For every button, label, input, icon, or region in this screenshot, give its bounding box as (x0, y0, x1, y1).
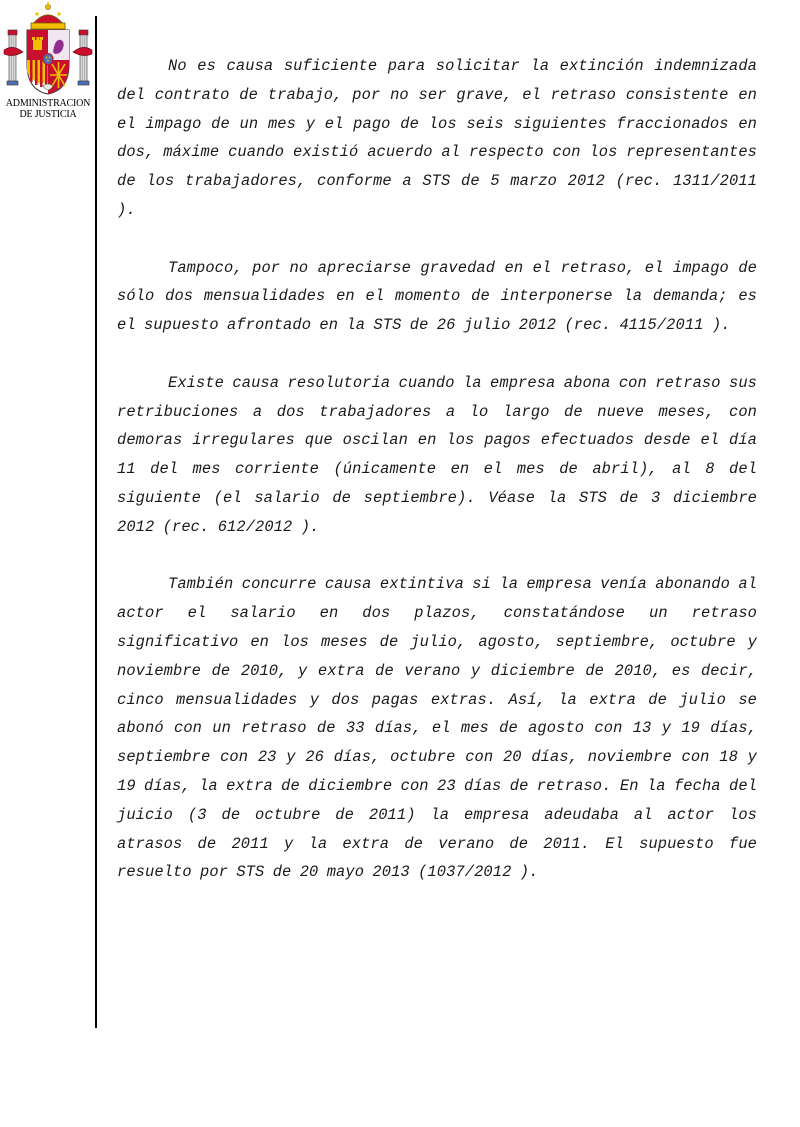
right-pillar-icon (73, 30, 92, 85)
logo-text-de-justicia: DE JUSTICIA (19, 109, 77, 120)
paragraph: Tampoco, por no apreciarse gravedad en el retraso, el impago de sólo dos mensualidades en el momento de interponerse la demanda; es el supuesto afrontado en la STS de 26 julio 2012 (rec. 4115/2011 ). (117, 258, 757, 335)
margin-rule (95, 16, 97, 1028)
paragraph: No es causa suficiente para solicitar la extinción indemnizada del contrato de trabajo, por no ser grave, el retraso consistente en el impago de un mes y el pago de los seis siguientes fraccionados en dos, máxime cuando existió acuerdo al respecto con los representantes de los trabajadores, conforme a STS de 5 marzo 2012 (rec. 1311/2011 ). (117, 57, 757, 219)
shield-icon (27, 30, 69, 94)
logo-text-administracion: ADMINISTRACION (5, 98, 91, 109)
paragraph: Existe causa resolutoria cuando la empresa abona con retraso sus retribuciones a dos trabajadores a lo largo de nueve meses, con demoras irregulares que oscilan en los pagos efectuados desde el día 11 del mes corriente (únicamente en el mes de abril), al 8 del siguiente (el salario de septiembre). Véase la STS de 3 diciembre 2012 (rec. 612/2012 ). (117, 373, 757, 536)
administracion-justicia-logo (0, 0, 96, 122)
paragraph: También concurre causa extintiva si la empresa venía abonando al actor el salario en dos plazos, constatándose un retraso significativo en los meses de julio, agosto, septiembre, octubre y noviembre de 2010, y extra de verano y diciembre de 2010, es decir, cinco mensualidades y dos pagas extras. Así, la extra de julio se abonó con un retraso de 33 días, el mes de agosto con 13 y 19 días, septiembre con 23 y 26 días, octubre con 20 días, noviembre con 18 y 19 días, la extra de diciembre con 23 días de retraso. En la fecha del juicio (3 de octubre de 2011) la empresa adeudaba al actor los atrasos de 2011 y la extra de verano de 2011. El supuesto fue resuelto por STS de 20 mayo 2013 (1037/2012 ). (117, 575, 757, 882)
spain-coat-of-arms-icon (3, 2, 93, 98)
left-pillar-icon (4, 30, 23, 85)
crown-icon (31, 2, 65, 29)
document-body (117, 52, 757, 916)
